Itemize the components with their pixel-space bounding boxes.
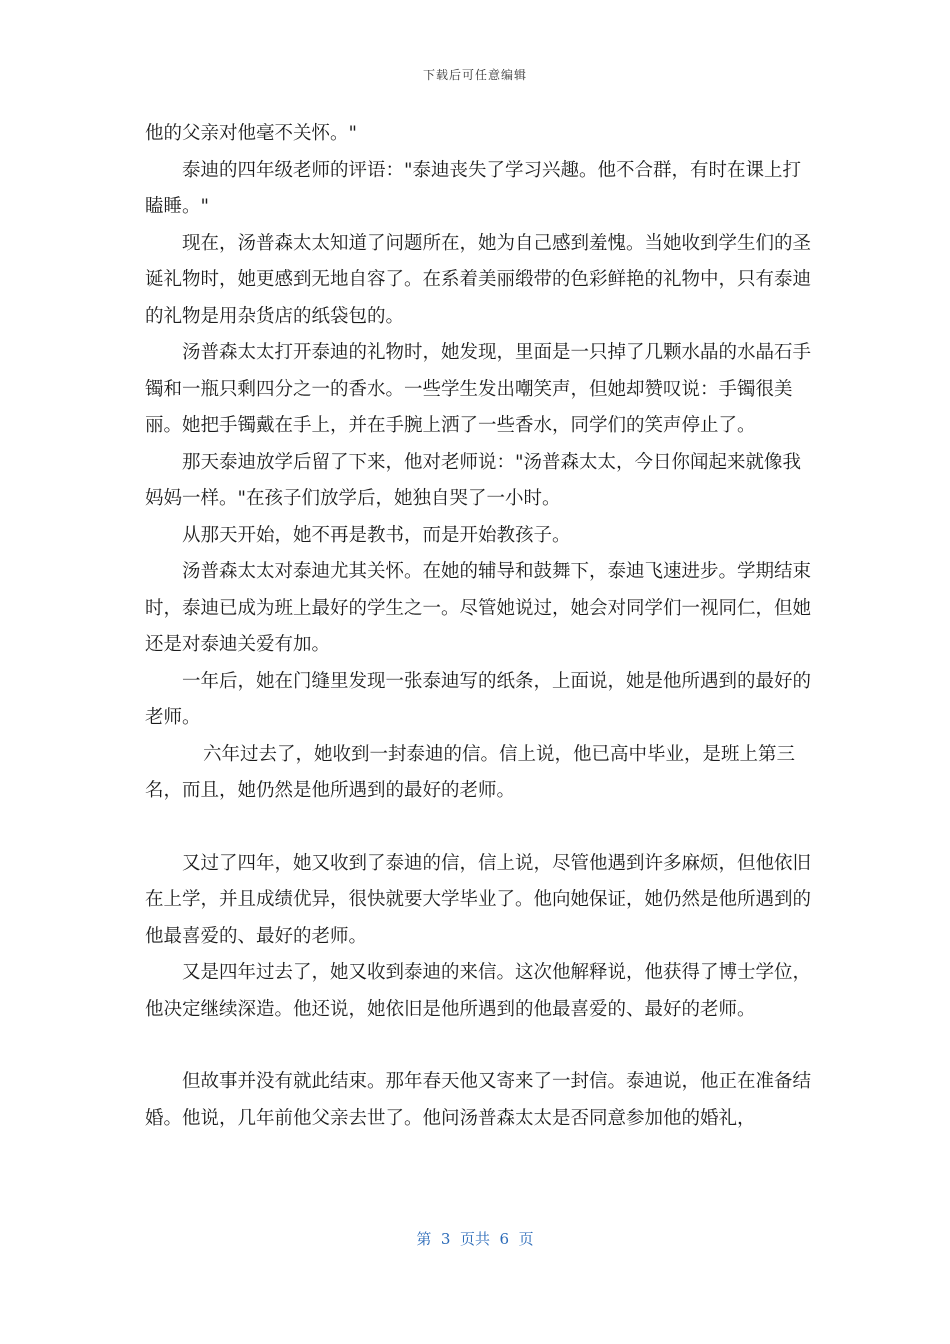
- paragraph: 又过了四年，她又收到了泰迪的信，信上说，尽管他遇到许多麻烦，但他依旧在上学，并且成绩优异，很快就要大学毕业了。他向她保证，她仍然是他所遇到的他最喜爱的、最好的老师。: [145, 852, 812, 947]
- page-number-footer: 第 3 页共 6 页: [416, 1230, 534, 1248]
- page-header: 下载后可任意编辑: [422, 68, 527, 82]
- paragraph: 一年后，她在门缝里发现一张泰迪写的纸条，上面说，她是他所遇到的最好的老师。: [145, 670, 812, 728]
- paragraph: 泰迪的四年级老师的评语："泰迪丧失了学习兴趣。他不合群，有时在课上打瞌睡。": [145, 159, 802, 217]
- document-body: [145, 116, 813, 1137]
- paragraph: 但故事并没有就此结束。那年春天他又寄来了一封信。泰迪说，他正在准备结婚。他说，几年前他父亲去世了。他问汤普森太太是否同意参加他的婚礼，: [145, 1071, 812, 1129]
- paragraph: 汤普森太太打开泰迪的礼物时，她发现，里面是一只掉了几颗水晶的水晶石手镯和一瓶只剩四分之一的香水。一些学生发出嘲笑声，但她却赞叹说：手镯很美丽。她把手镯戴在手上，并在手腕上洒了一些香水，同学们的笑声停止了。: [145, 342, 812, 436]
- paragraph: 又是四年过去了，她又收到泰迪的来信。这次他解释说，他获得了博士学位，他决定继续深造。他还说，她依旧是他所遇到的他最喜爱的、最好的老师。: [145, 962, 812, 1020]
- paragraph: 汤普森太太对泰迪尤其关怀。在她的辅导和鼓舞下，泰迪飞速进步。学期结束时，泰迪已成为班上最好的学生之一。尽管她说过，她会对同学们一视同仁，但她还是对泰迪关爱有加。: [145, 561, 812, 655]
- paragraph: 那天泰迪放学后留了下来，他对老师说："汤普森太太，今日你闻起来就像我妈妈一样。"在孩子们放学后，她独自哭了一小时。: [145, 451, 802, 509]
- paragraph: 六年过去了，她收到一封泰迪的信。信上说，他已高中毕业，是班上第三名，而且，她仍然是他所遇到的最好的老师。: [145, 743, 796, 801]
- paragraph: 现在，汤普森太太知道了问题所在，她为自己感到羞愧。当她收到学生们的圣诞礼物时，她更感到无地自容了。在系着美丽缎带的色彩鲜艳的礼物中，只有泰迪的礼物是用杂货店的纸袋包的。: [145, 232, 812, 327]
- paragraph-gap: [145, 1028, 813, 1064]
- paragraph-gap: [145, 810, 813, 846]
- paragraph: 他的父亲对他毫不关怀。": [145, 123, 358, 144]
- paragraph: 从那天开始，她不再是教书，而是开始教孩子。: [182, 524, 571, 546]
